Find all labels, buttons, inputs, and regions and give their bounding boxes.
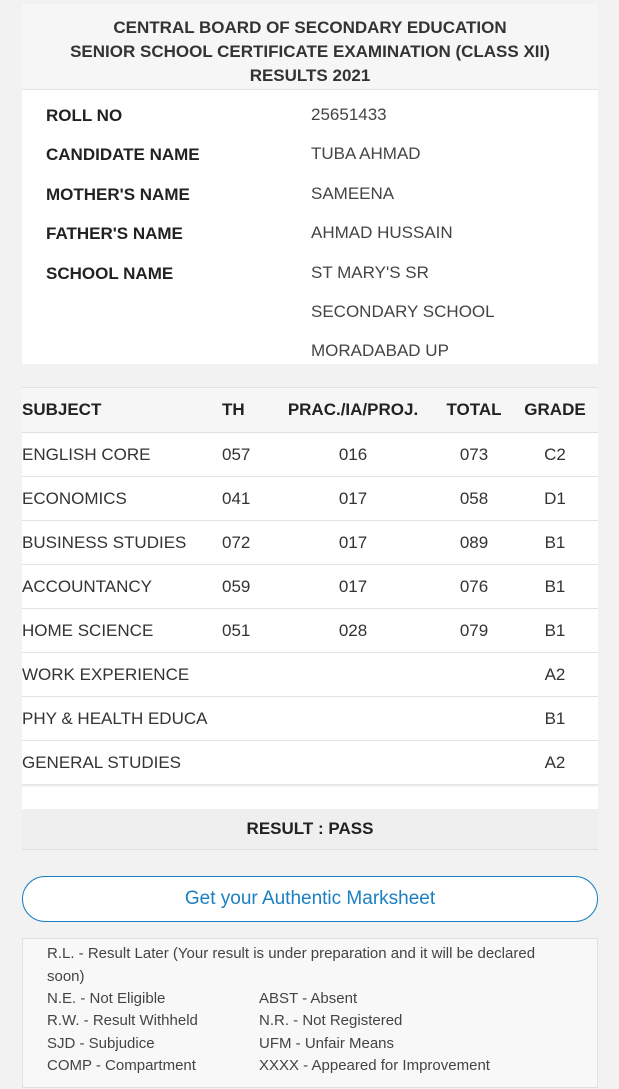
grade-cell: B1: [512, 521, 598, 565]
col-theory: TH: [222, 388, 270, 433]
mother-name-label: MOTHER'S NAME: [46, 185, 190, 204]
table-row: [22, 653, 598, 697]
grade-cell: B1: [512, 609, 598, 653]
col-grade: GRADE: [512, 388, 598, 433]
theory-cell: 041: [222, 477, 270, 521]
legend-improvement: XXXX - Appeared for Improvement: [259, 1057, 490, 1074]
col-total: TOTAL: [436, 388, 512, 433]
father-name-label: FATHER'S NAME: [46, 224, 183, 243]
table-row: [22, 433, 598, 477]
practical-cell: 017: [270, 521, 436, 565]
legend-subjudice: SJD - Subjudice: [47, 1035, 155, 1052]
school-name-line: SECONDARY SCHOOL: [311, 302, 495, 321]
legend-not-eligible: N.E. - Not Eligible: [47, 990, 166, 1007]
table-row: [22, 697, 598, 741]
practical-cell: [270, 741, 436, 785]
practical-cell: 017: [270, 477, 436, 521]
result-header: [22, 4, 598, 90]
result-card: [22, 4, 598, 364]
practical-cell: 016: [270, 433, 436, 477]
total-cell: [436, 741, 512, 785]
candidate-info: [22, 90, 598, 364]
practical-cell: 017: [270, 565, 436, 609]
subject-cell: ACCOUNTANCY: [22, 565, 222, 609]
grade-cell: D1: [512, 477, 598, 521]
result-status: RESULT : PASS: [22, 809, 598, 850]
exam-title: SENIOR SCHOOL CERTIFICATE EXAMINATION (CLASS XII): [70, 42, 550, 61]
total-cell: 076: [436, 565, 512, 609]
legend-unfair-means: UFM - Unfair Means: [259, 1035, 395, 1052]
results-year: RESULTS 2021: [249, 66, 371, 85]
school-name-line: ST MARY'S SR: [311, 263, 429, 282]
abbreviation-legend: [22, 938, 598, 1088]
table-row: [22, 477, 598, 521]
subject-cell: HOME SCIENCE: [22, 609, 222, 653]
legend-not-registered: N.R. - Not Registered: [259, 1012, 403, 1029]
marks-table: [22, 387, 598, 785]
candidate-name-value: TUBA AHMAD: [311, 144, 421, 163]
school-name-line: MORADABAD UP: [311, 341, 449, 360]
total-cell: 079: [436, 609, 512, 653]
theory-cell: 051: [222, 609, 270, 653]
col-practical: PRAC./IA/PROJ.: [270, 388, 436, 433]
table-row: [22, 521, 598, 565]
grade-cell: B1: [512, 697, 598, 741]
legend-result-later: R.L. - Result Later (Your result is under preparation and it will be declared soon): [47, 945, 536, 985]
subject-cell: ECONOMICS: [22, 477, 222, 521]
marks-header-row: [22, 388, 598, 433]
school-name-value: [311, 253, 581, 370]
col-subject: SUBJECT: [22, 388, 222, 433]
subject-cell: BUSINESS STUDIES: [22, 521, 222, 565]
get-marksheet-button[interactable]: Get your Authentic Marksheet: [22, 876, 598, 922]
table-row: [22, 609, 598, 653]
theory-cell: [222, 741, 270, 785]
legend-absent: ABST - Absent: [259, 990, 358, 1007]
subject-cell: ENGLISH CORE: [22, 433, 222, 477]
table-row: [22, 565, 598, 609]
candidate-name-label: CANDIDATE NAME: [46, 145, 200, 164]
theory-cell: [222, 653, 270, 697]
subject-cell: PHY & HEALTH EDUCA: [22, 697, 222, 741]
theory-cell: 072: [222, 521, 270, 565]
board-title: CENTRAL BOARD OF SECONDARY EDUCATION: [113, 18, 507, 37]
father-name-value: AHMAD HUSSAIN: [311, 223, 453, 242]
school-name-label: SCHOOL NAME: [46, 264, 174, 283]
theory-cell: 059: [222, 565, 270, 609]
total-cell: 073: [436, 433, 512, 477]
mother-name-value: SAMEENA: [311, 184, 395, 203]
grade-cell: A2: [512, 653, 598, 697]
grade-cell: C2: [512, 433, 598, 477]
subject-cell: GENERAL STUDIES: [22, 741, 222, 785]
practical-cell: 028: [270, 609, 436, 653]
subject-cell: WORK EXPERIENCE: [22, 653, 222, 697]
practical-cell: [270, 653, 436, 697]
practical-cell: [270, 697, 436, 741]
grade-cell: B1: [512, 565, 598, 609]
theory-cell: 057: [222, 433, 270, 477]
theory-cell: [222, 697, 270, 741]
table-footer-spacer: [22, 787, 598, 810]
table-row: [22, 741, 598, 785]
legend-result-withheld: R.W. - Result Withheld: [47, 1012, 198, 1029]
total-cell: 089: [436, 521, 512, 565]
total-cell: [436, 697, 512, 741]
total-cell: 058: [436, 477, 512, 521]
roll-no-label: ROLL NO: [46, 106, 123, 125]
legend-compartment: COMP - Compartment: [47, 1057, 196, 1074]
roll-no-value: 25651433: [311, 105, 387, 124]
grade-cell: A2: [512, 741, 598, 785]
total-cell: [436, 653, 512, 697]
